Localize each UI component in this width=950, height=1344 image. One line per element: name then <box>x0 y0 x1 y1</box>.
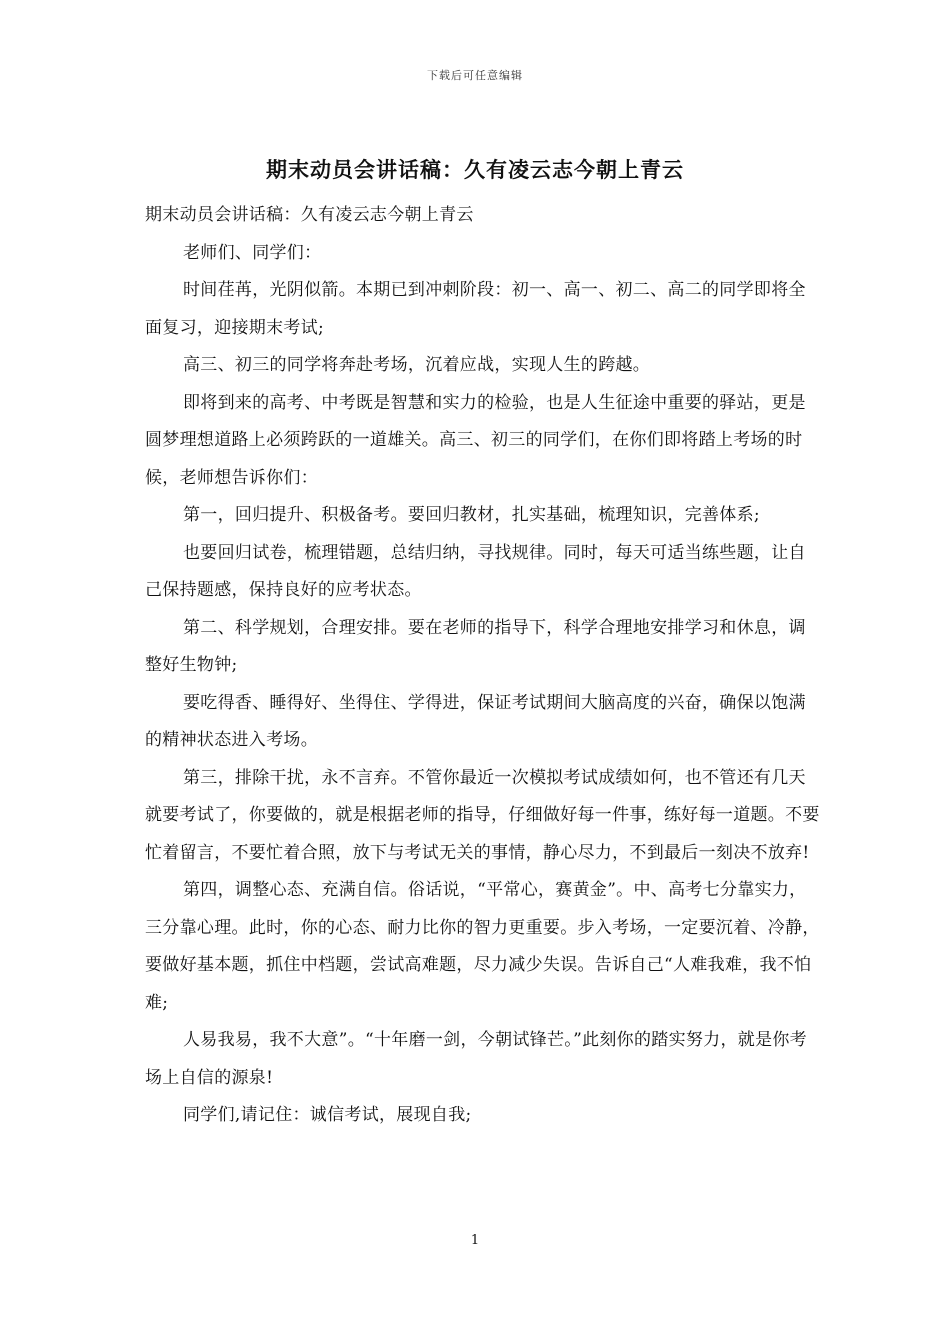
paragraph: 第二、科学规划，合理安排。要在老师的指导下，科学合理地安排学习和休息，调整好生物钟; <box>145 617 806 675</box>
paragraph: 第四，调整心态、充满自信。俗话说，“平常心，赛黄金”。中、高考七分靠实力，三分靠心理。此时，你的心态、耐力比你的智力更重要。步入考场，一定要沉着、冷静，要做好基本题，抓住中档题，尝试高难题，尽力减少失误。告诉自己“人难我难，我不怕难; <box>145 880 820 1013</box>
paragraph: 即将到来的高考、中考既是智慧和实力的检验，也是人生征途中重要的驿站，更是圆梦理想道路上必须跨跃的一道雄关。高三、初三的同学们，在你们即将踏上考场的时候，老师想告诉你们： <box>145 392 806 488</box>
document-title: 期末动员会讲话稿：久有凌云志今朝上青云 <box>266 157 684 182</box>
paragraph: 时间荏苒，光阴似箭。本期已到冲刺阶段：初一、高一、初二、高二的同学即将全面复习，迎接期末考试; <box>145 280 806 338</box>
document-body <box>145 197 820 1135</box>
paragraph: 人易我易，我不大意”。“十年磨一剑，今朝试锋芒。”此刻你的踏实努力，就是你考场上自信的源泉! <box>145 1030 807 1088</box>
paragraph: 第三，排除干扰，永不言弃。不管你最近一次模拟考试成绩如何，也不管还有几天就要考试了，你要做的，就是根据老师的指导，仔细做好每一件事，练好每一道题。不要忙着留言，不要忙着合照，放下与考试无关的事情，静心尽力，不到最后一刻决不放弃! <box>145 767 820 863</box>
paragraph: 要吃得香、睡得好、坐得住、学得进，保证考试期间大脑高度的兴奋，确保以饱满的精神状态进入考场。 <box>145 692 806 750</box>
paragraph: 同学们,请记住：诚信考试，展现自我; <box>183 1105 472 1125</box>
paragraph: 第一，回归提升、积极备考。要回归教材，扎实基础，梳理知识，完善体系; <box>183 505 760 525</box>
paragraph: 高三、初三的同学将奔赴考场，沉着应战，实现人生的跨越。 <box>183 355 651 375</box>
paragraph-subtitle: 期末动员会讲话稿：久有凌云志今朝上青云 <box>145 205 474 225</box>
page-number: 1 <box>470 1233 480 1248</box>
paragraph: 也要回归试卷，梳理错题，总结归纳，寻找规律。同时，每天可适当练些题，让自己保持题感，保持良好的应考状态。 <box>145 542 806 600</box>
paragraph-greeting: 老师们、同学们： <box>183 242 322 263</box>
header-note: 下载后可任意编辑 <box>427 69 523 82</box>
